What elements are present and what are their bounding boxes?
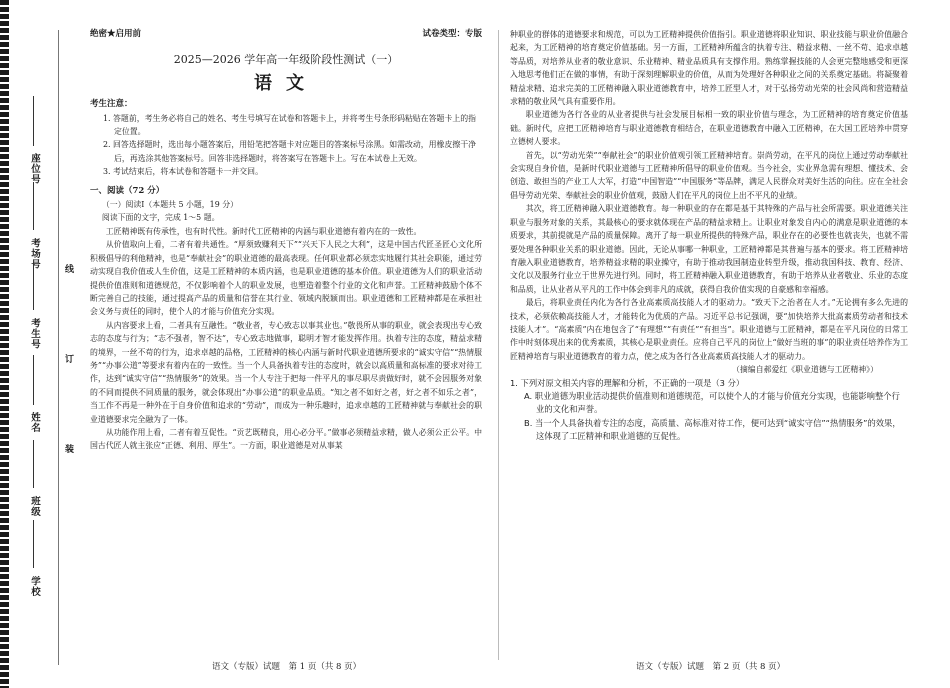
class-line[interactable] [33,440,34,488]
label-seat-number: 座位号 [29,153,40,185]
label-candidate-number: 考生号 [29,318,40,350]
page-1-header [90,28,482,41]
binding-margin [0,0,84,688]
question-1: 1. 下列对原文相关内容的理解和分析，不正确的一项是（3 分） [510,377,745,388]
article-paragraph: 从功能作用上看，二者有着互促性。“贡艺既精良，用心必分平。”做事必须精益求精，做人必须公正公平。中国古代匠人就主张应“正德、利用、厚生”。一方面，职业道德是对从事某 [90,427,482,451]
article-paragraph: 最后，将职业责任内化为各行各业高素质高技能人才的驱动力。“致天下之治者在人才。”无论拥有多么先进的技术，必须依赖高技能人才，才能转化为优质的产品。习近平总书记强调，要“加快培养大批高素质劳动者和技术技能人才”。“高素质”内在地包含了“有理想”“有责任”“有担当”。职业道德与工匠精神，都是在平凡岗位的日常工作中时刻体现出来的优秀素质，其核心是职业责任。应将自己平凡的岗位上“做好当班的事”的职业责任培养作为工匠精神培育与职业道德教育的着力点，使之成为各行各业高素质高技能人才的驱动力。 [510,298,908,361]
label-name: 姓名 [29,412,40,433]
note-item: 3. 考试结束后，将本试卷和答题卡一并交回。 [103,167,263,177]
subject-title: 语文 [254,72,318,94]
page-2-footer: 语文（专版）试题 第 2 页（共 8 页） [636,662,786,672]
binding-hatch [0,0,9,688]
exam-room-line[interactable] [33,182,34,230]
label-class: 班级 [29,496,40,517]
page-divider [498,30,499,660]
seat-number-line[interactable] [33,96,34,146]
page-1 [90,28,482,453]
article-paragraph: 从价值取向上看，二者有着共通性。“厚须致赚利天下”“兴天下人民之大利”，这是中国古代匠圣匠心文化所积极倡导的利他精神，也是“奉献社会”的职业道德的最高表现。任何职业都必须恋实地履行其社会职能，通过劳动实现自我价值或人生价值，这是工匠精神的本质内涵，也是职业道德的基本价值。职业道德为人们的职业活动提供价值准则和道德规范，不仅影响着个人的职业发展，也塑造着整个行业的文化和声誉。工匠精神鼓励个体不断完善自己的技能，通过提高产品的质量和信誉在其行业、领域内脱颖而出。职业道德和工匠精神都是在承担社会义务与责任的同时，使个人的才能与价值充分实现。 [90,240,482,317]
note-item: 1. 答题前，考生务必将自己的姓名、考生号填写在试卷和答题卡上，并将考生号条形码粘贴在答题卡上的指定位置。 [103,113,477,137]
binding-dashed-line [58,30,59,665]
article-source: （摘编自郝爱红《职业道德与工匠精神》） [732,365,878,375]
article-paragraph: 从内容要求上看，二者具有互融性。“敬业者，专心致志以事其业也。”敬畏所从事的职业，就会表现出专心致志的态度与行为；“志不强者，智不达”，专心致志地做事，聪明才智才能发挥作用。执着专注的态度，精益求精的境界，一丝不苟的行为，追求卓越的品格，工匠精神的核心内涵与新时代职业道德所要求的“诚实守信”“热情服务”“办事公道”等要求有着内在的一致性。当一个人具备执着专注的态度时，就会以高质量和高标准的要求对待工作，达到“诚实守信”“热情服务”的效果。当一个人专注于把每一件平凡的事尽职尽责做好时，就不会因服务对象的不同而提供不同质量的服务，就会体现出“办事公道”的职业品质。“知之者不如好之者，好之者不如乐之者”，当工作不再是一种外在于自身价值和追求的“劳动”，而成为一种乐趣时，追求卓越的工匠精神就与奉献社会的职业道德要求完全融为了一体。 [90,320,482,424]
cut-mark-bind: 订 [65,355,75,365]
option-a[interactable]: A. 职业道德为职业活动提供价值准则和道德规范，可以使个人的才能与价值充分实现，也能影响整个行业的文化和声誉。 [524,390,900,415]
page-2 [510,28,908,444]
notes-heading: 考生注意： [90,99,133,110]
school-line[interactable] [33,520,34,568]
candidate-number-line[interactable] [33,262,34,310]
article-paragraph: 工匠精神既有传承性，也有时代性。新时代工匠精神的内涵与职业道德有着内在的一致性。 [105,226,422,236]
exam-title: 2025—2026 学年高一年级阶段性测试（一） [173,53,399,67]
option-b[interactable]: B. 当一个人具备执着专注的态度，高质量、高标准对待工作，便可达到“诚实守信”“热情服务”的效果，这体现了工匠精神和职业道德的互促性。 [524,417,901,442]
name-line[interactable] [33,355,34,405]
label-school: 学校 [29,576,40,597]
cut-mark-line: 线 [65,265,75,275]
paper-type: 试卷类型：专版 [422,29,482,39]
reading-instruction: 阅读下面的文字，完成 1～5 题。 [101,213,220,223]
article-paragraph: 职业道德为各行各业的从业者提供与社会发展目标相一致的职业价值与理念，为工匠精神的培育奠定价值基础。新时代，应把工匠精神培育与职业道德教育相结合，在职业道德教育中融入工匠精神，在大国工匠培养中贯穿立德树人要求。 [510,110,908,147]
note-item: 2. 回答选择题时，选出每小题答案后，用铅笔把答题卡对应题目的答案标号涂黑。如需改动，用橡皮擦干净后，再选涂其他答案标号。回答非选择题时，将答案写在答题卡上。写在本试卷上无效。 [103,140,477,163]
subsection-heading: （一）阅读Ⅰ（本题共 5 小题，19 分） [101,200,239,210]
label-exam-room: 考场号 [29,238,40,270]
confidential-mark: 绝密★启用前 [90,29,142,39]
cut-mark-mount: 装 [65,445,75,455]
article-paragraph: 其次，将工匠精神融入职业道德教育。每一种职业的存在都是基于其特殊的产品与社会所需要。职业道德关注职业与服务对象的关系，其最核心的要求就体现在产品的精益求精上。让职业对象发自内心的满意是职业道德的本质要求，其前提就是产品的质量保障。离开了每一职业所提供的特殊产品，职业存在的必要性也就丧失，也就不需要处理各种职业关系的职业道德。因此，无论从事哪一种职业，工匠精神都是其普遍与基本的要求。将工匠精神培育融入职业道德教育，培养精益求精的职业操守，有助于推动我国制造业转型升级，推动我国科技、教育、经济、文化以及服务行业立于世界先进行列。同时，将工匠精神融入职业道德教育，有助于培养从业者敬业、乐业的态度和品质，让从业者从平凡的工作中体会到非凡的成就，获得自我价值实现的自豪感和幸福感。 [510,204,908,294]
section-heading: 一、阅读（72 分） [90,185,165,196]
article-paragraph: 首先，以“劳动光荣”“奉献社会”的职业价值观引领工匠精神培育。崇尚劳动，在平凡的岗位上通过劳动奉献社会实现自身价值，是新时代职业道德与工匠精神所倡导的职业价值观。当今社会，实业界急需有理想、懂技术、会创造、敢担当的产业工人大军，打造“中国智造”“中国服务”等品牌，满足人民群众对美好生活的向往。应在全社会倡导劳动光荣、奉献社会的职业价值观，鼓励人们在平凡的岗位上出不平凡的业绩。 [510,150,908,200]
article-paragraph: 种职业的群体的道德要求和规范，可以为工匠精神提供价值指引。职业道德将职业知识、职业技能与职业价值融合起来，为工匠精神的培育奠定价值基础。另一方面，工匠精神所蕴含的执着专注、精益求精、一丝不苟、追求卓越等品质，对培养从业者的敬业意识、乐业精神、精业品质具有支撑作用。熟练掌握技能的人会更完整地感受和更深入地思考他们正在做的事情，有助于深刻理解职业的价值，从而为处理好各种职业之间的关系奠定基础。将凝聚着精益求精、追求完美的工匠精神融入职业道德教育中，培养工匠型人才，对于弘扬劳动光荣的社会风尚和营造精益求精的敬业风气具有重要作用。 [510,30,908,107]
page-1-footer: 语文（专版）试题 第 1 页（共 8 页） [212,662,362,672]
